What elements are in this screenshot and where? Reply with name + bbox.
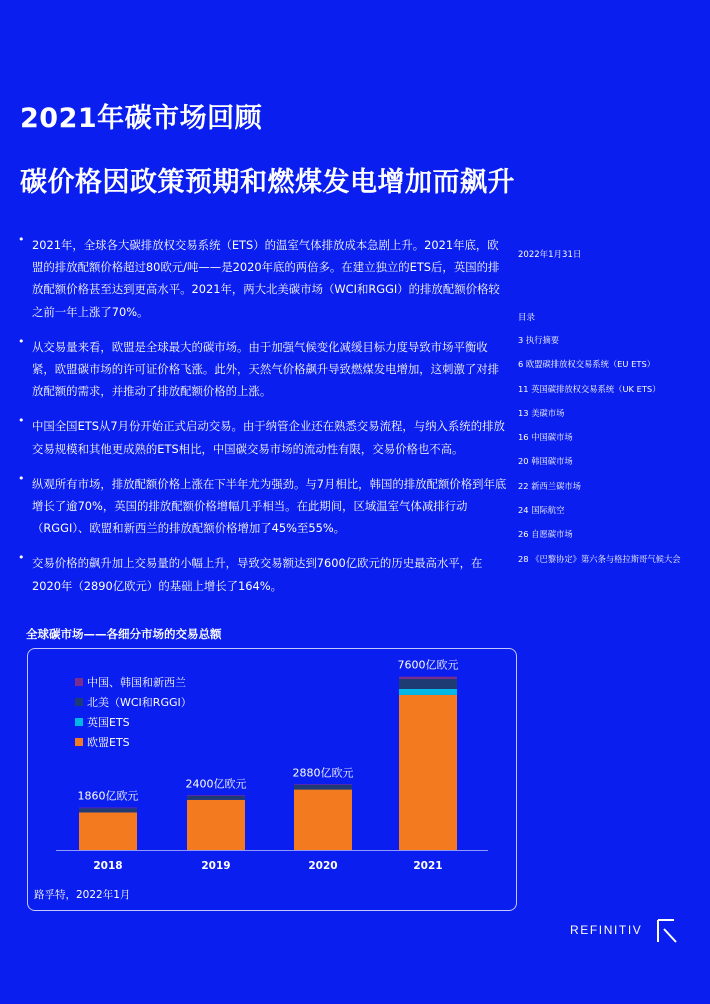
page-title: 2021年碳市场回顾 (20, 103, 263, 134)
bar-segment (399, 689, 457, 695)
bar-segment (79, 812, 137, 850)
report-date: 2022年1月31日 (518, 250, 582, 260)
table-of-contents (518, 334, 681, 577)
bar-total-label: 2400亿欧元 (185, 777, 247, 791)
bar-segment (399, 679, 457, 689)
bar-total-label: 7600亿欧元 (397, 658, 459, 672)
toc-item[interactable]: 20 韩国碳市场 (518, 456, 573, 467)
bullet-list (18, 234, 508, 610)
legend-label: 北美（WCI和RGGI） (87, 696, 192, 709)
bar-chart (28, 649, 516, 909)
chart-source: 路孚特，2022年1月 (34, 889, 131, 901)
bar-segment (187, 800, 245, 850)
page-subtitle: 碳价格因政策预期和燃煤发电增加而飙升 (20, 167, 515, 198)
x-tick-label: 2020 (308, 860, 338, 872)
legend-label: 中国、韩国和新西兰 (87, 676, 186, 689)
toc-title: 目录 (518, 313, 536, 323)
bar-segment (79, 808, 137, 812)
toc-item[interactable]: 6 欧盟碳排放权交易系统（EU ETS） (518, 359, 656, 370)
bar-segment (79, 808, 137, 809)
legend-label: 欧盟ETS (87, 736, 130, 749)
legend-swatch (75, 678, 83, 686)
toc-item[interactable]: 11 英国碳排放权交易系统（UK ETS） (518, 383, 661, 394)
chart-title: 全球碳市场——各细分市场的交易总额 (26, 627, 222, 641)
bar-segment (399, 695, 457, 850)
legend-swatch (75, 698, 83, 706)
refinitiv-logo (570, 918, 680, 944)
toc-item[interactable]: 24 国际航空 (518, 505, 565, 516)
bullet-item: • 中国全国ETS从7月份开始正式启动交易。由于纳管企业还在熟悉交易流程，与纳入系统的排放交易规模和其他更成熟的ETS相比，中国碳交易市场的流动性有限，交易价格也不高。 (18, 415, 508, 459)
logo-text: REFINITIV (570, 923, 643, 937)
x-tick-label: 2021 (413, 860, 443, 872)
bar-segment (294, 785, 352, 790)
toc-item[interactable]: 16 中国碳市场 (518, 432, 573, 443)
bullet-item: • 交易价格的飙升加上交易量的小幅上升，导致交易额达到7600亿欧元的历史最高水平，在2020年（2890亿欧元）的基础上增长了164%。 (18, 552, 508, 596)
x-tick-label: 2019 (201, 860, 231, 872)
bar-total-label: 1860亿欧元 (77, 789, 139, 803)
legend-swatch (75, 718, 83, 726)
bullet-item: • 2021年，全球各大碳排放权交易系统（ETS）的温室气体排放成本急剧上升。2021年底，欧盟的排放配额价格超过80欧元/吨——是2020年底的两倍多。在建立独立的ETS后，英国的排放配额价格甚至达到更高水平。2021年，两大北美碳市场（WCI和RGGI）的排放配额价格较之前一年上涨了70%。 (18, 234, 508, 323)
bar-segment (187, 795, 245, 796)
chart-frame (27, 648, 517, 911)
bullet-item: • 从交易量来看，欧盟是全球最大的碳市场。由于加强气候变化减缓目标力度导致市场平衡收紧，欧盟碳市场的许可证价格飞涨。此外，天然气价格飙升导致燃煤发电增加，这刺激了对排放配额的需求，并推动了排放配额价格的上涨。 (18, 336, 508, 403)
toc-item[interactable]: 26 自愿碳市场 (518, 529, 573, 540)
legend-label: 英国ETS (87, 716, 130, 729)
bar-segment (294, 790, 352, 850)
toc-item[interactable]: 13 美碳市场 (518, 407, 565, 418)
bar-total-label: 2880亿欧元 (292, 766, 354, 780)
toc-item[interactable]: 22 新西兰碳市场 (518, 480, 581, 491)
bar-segment (187, 796, 245, 800)
legend-swatch (75, 738, 83, 746)
refinitiv-mark-icon (656, 918, 680, 944)
toc-item[interactable]: 28 《巴黎协定》第六条与格拉斯哥气候大会 (518, 553, 681, 564)
bar-segment (294, 784, 352, 785)
bullet-item: • 纵观所有市场，排放配额价格上涨在下半年尤为强劲。与7月相比，韩国的排放配额价格到年底增长了逾70%，英国的排放配额价格增幅几乎相当。在此期间，区域温室气体减排行动（RGGI）、欧盟和新西兰的排放配额价格增加了45%至55%。 (18, 473, 508, 540)
x-tick-label: 2018 (93, 860, 123, 872)
toc-item[interactable]: 3 执行摘要 (518, 335, 560, 345)
bar-segment (399, 677, 457, 679)
